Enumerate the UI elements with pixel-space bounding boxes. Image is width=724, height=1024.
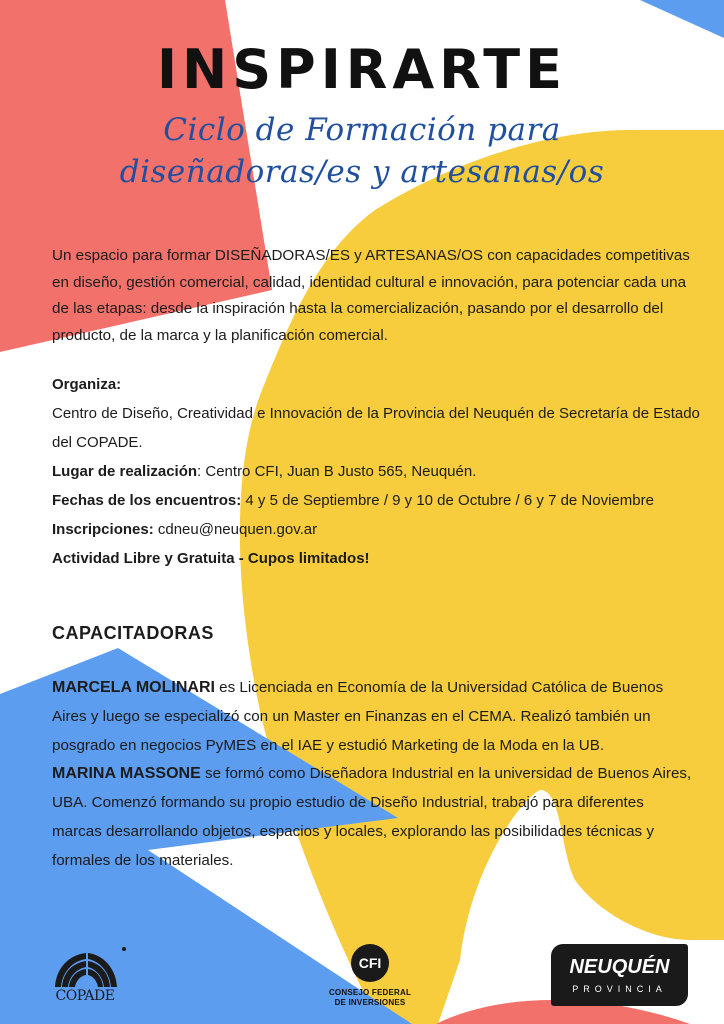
actividad-text: Actividad Libre y Gratuita - Cupos limitados! — [52, 550, 370, 567]
lugar-label: Lugar de realización — [52, 463, 198, 480]
inscripciones-row — [52, 521, 702, 538]
copade-logo-text: COPADE — [55, 988, 115, 1004]
subtitle-line-1: Ciclo de Formación para — [163, 112, 561, 148]
actividad-row — [52, 550, 702, 567]
bio-name: MARCELA MOLINARI — [52, 679, 215, 696]
blue-corner-shape — [640, 0, 724, 38]
inscripciones-label: Inscripciones: — [52, 521, 154, 538]
organiza-value-line1: Centro de Diseño, Creatividad e Innovación de la Provincia del Neuquén de Secretaría de Estado — [52, 405, 700, 422]
bio-marina — [52, 759, 692, 875]
organiza-label: Organiza: — [52, 376, 122, 393]
fechas-value: 4 y 5 de Septiembre / 9 y 10 de Octubre / 6 y 7 de Noviembre — [241, 492, 654, 509]
cfi-subtitle-2: DE INVERSIONES — [334, 998, 406, 1007]
bio-text: se formó como Diseñadora Industrial en la universidad de Buenos Aires, UBA. Comenzó formando su propio estudio de Diseño Industrial, trabajó para diferentes marcas desarrollando objetos, espacios y locales, explorando las posibilidades técnicas y formales de los materiales. — [52, 765, 692, 869]
organiza-row — [52, 376, 702, 393]
neuquen-provincia-text: PROVINCIA — [572, 984, 667, 994]
bio-text: es Licenciada en Economía de la Universidad Católica de Buenos Aires y luego se especializó con un Master en Finanzas en el CEMA. Realizó también un posgrado en negocios PyMES en el IAE y estudió Marketing de la Moda en la UB. — [52, 679, 664, 754]
lugar-row — [52, 463, 702, 480]
bio-marcela — [52, 673, 692, 760]
cfi-subtitle-1: CONSEJO FEDERAL — [328, 988, 412, 997]
fechas-row — [52, 492, 702, 509]
cfi-logo: CFI — [351, 944, 389, 982]
inscripciones-email[interactable]: cdneu@neuquen.gov.ar — [153, 521, 318, 538]
page-title: INSPIRARTE — [156, 38, 568, 101]
lugar-value: : Centro CFI, Juan B Justo 565, Neuquén. — [197, 463, 477, 480]
organiza-value-line2: del COPADE. — [52, 434, 143, 451]
neuquen-logo-text: NEUQUÉN — [569, 956, 670, 978]
capacitadoras-heading: CAPACITADORAS — [52, 623, 214, 643]
bio-name: MARINA MASSONE — [52, 765, 201, 782]
subtitle-line-2: diseñadoras/es y artesanas/os — [119, 154, 605, 190]
fechas-label: Fechas de los encuentros: — [52, 492, 242, 509]
intro-paragraph: Un espacio para formar DISEÑADORAS/ES y ARTESANAS/OS con capacidades competitivas en diseño, gestión comercial, calidad, identidad cultural e innovación, para potenciar cada una de las etapas: desde la inspiración hasta la comercialización, pasando por el desarrollo del producto, de la marca y la planificación comercial. — [52, 247, 690, 344]
